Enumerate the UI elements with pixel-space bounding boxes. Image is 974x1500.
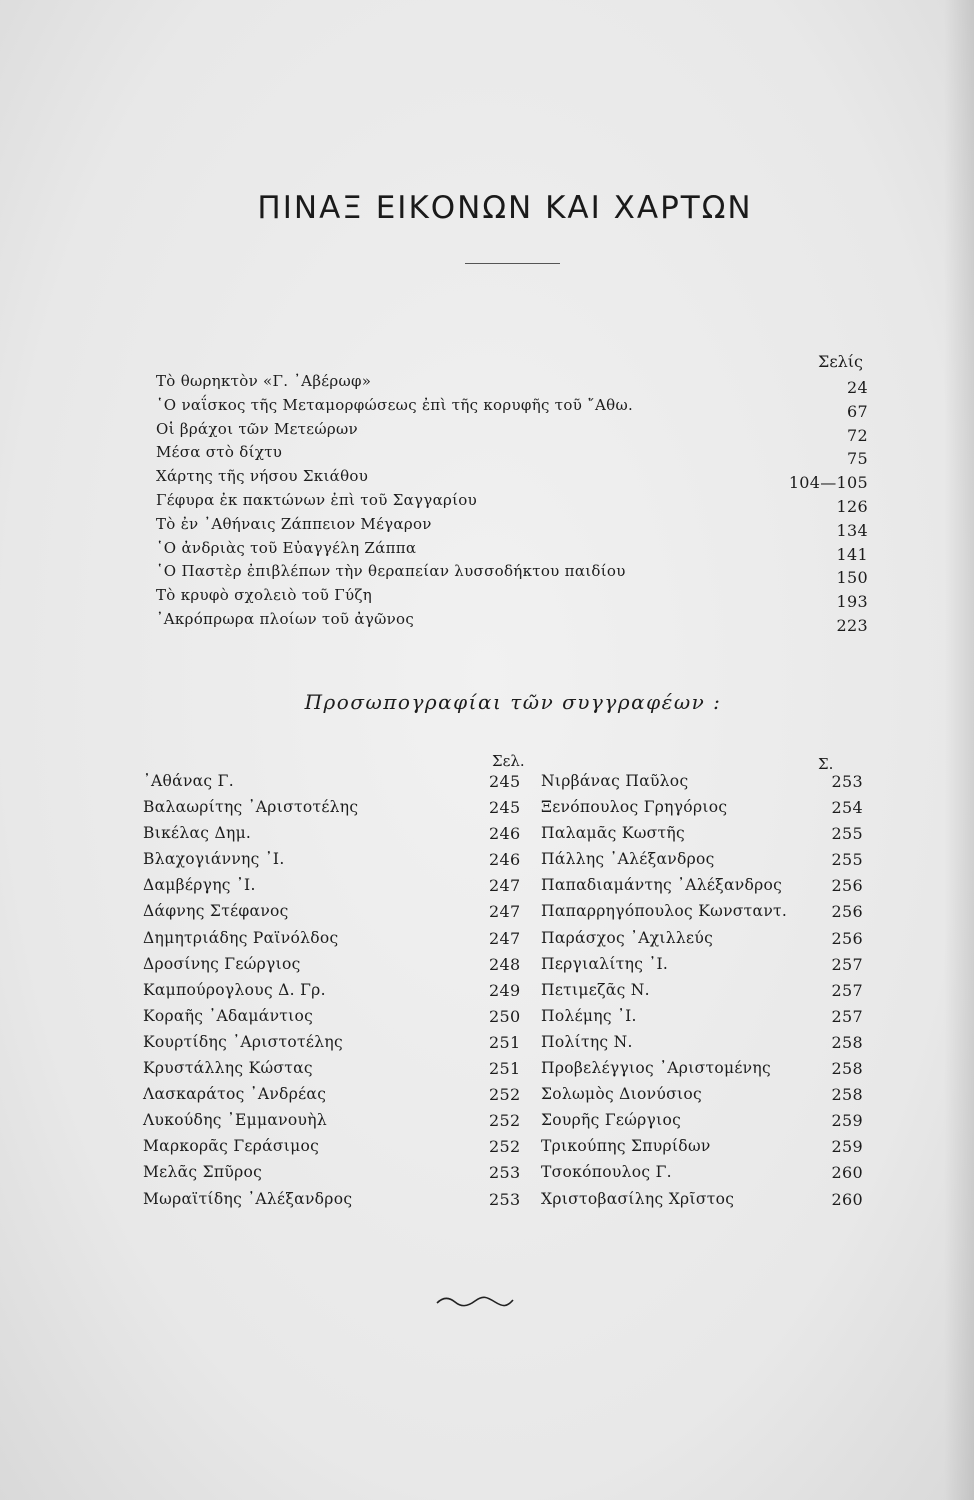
illustration-row xyxy=(156,396,868,420)
author-name-left: Λασκαράτος ᾿Ανδρέας xyxy=(143,1085,327,1104)
author-page-left: 250 xyxy=(489,1006,521,1026)
illustration-row xyxy=(156,420,868,444)
author-name-left: Μαρκορᾶς Γεράσιμος xyxy=(143,1137,320,1156)
illustration-page: 72 xyxy=(847,425,868,445)
pages-column-header: Σελίς xyxy=(818,352,863,371)
author-name-right: Σολωμὸς Διονύσιος xyxy=(541,1085,702,1104)
portraits-right-page-header: Σ. xyxy=(818,755,834,773)
author-name-left: Δημητριάδης Ραϊνόλδος xyxy=(143,928,339,947)
illustration-title: Οἱ βράχοι τῶν Μετεώρων xyxy=(156,419,358,438)
author-name-left: Βικέλας Δημ. xyxy=(143,824,252,843)
illustration-title: Τὸ κρυφὸ σχολειὸ τοῦ Γύζη xyxy=(156,586,373,605)
illustration-page: 67 xyxy=(847,401,868,421)
illustrations-list xyxy=(156,372,868,634)
author-page-left: 248 xyxy=(489,954,521,974)
author-name-left: Δάφνης Στέφανος xyxy=(143,902,289,921)
page-title: ΠΙΝΑΞ ΕΙΚΟΝΩΝ ΚΑΙ ΧΑΡΤΩΝ xyxy=(257,190,753,226)
author-row xyxy=(143,981,863,1007)
author-row xyxy=(143,824,863,850)
author-page-right: 256 xyxy=(831,928,863,948)
author-name-right: Σουρῆς Γεώργιος xyxy=(541,1111,682,1130)
tilde-ornament-icon xyxy=(435,1295,515,1309)
illustration-page: 24 xyxy=(847,378,868,397)
illustration-page: 134 xyxy=(836,520,868,540)
author-name-left: Δροσίνης Γεώργιος xyxy=(143,954,301,973)
author-page-left: 251 xyxy=(489,1059,521,1079)
illustration-row xyxy=(156,491,868,515)
illustration-page: 223 xyxy=(836,615,868,635)
illustration-page: 141 xyxy=(836,544,868,564)
author-row xyxy=(143,955,863,981)
author-page-left: 247 xyxy=(489,876,521,896)
author-page-right: 260 xyxy=(831,1189,863,1209)
author-row xyxy=(143,1190,863,1216)
author-name-left: ᾿Αθάνας Γ. xyxy=(143,772,234,790)
author-page-left: 245 xyxy=(489,772,521,791)
illustration-page: 104—105 xyxy=(788,473,868,493)
author-page-right: 258 xyxy=(831,1085,863,1105)
author-name-right: Πολίτης Ν. xyxy=(541,1032,633,1051)
author-row xyxy=(143,902,863,928)
illustration-title: Τὸ θωρηκτὸν «Γ. ᾿Αβέρωφ» xyxy=(156,372,372,390)
illustration-row xyxy=(156,539,868,563)
author-name-right: Τσοκόπουλος Γ. xyxy=(541,1163,672,1182)
author-page-right: 253 xyxy=(831,772,863,791)
author-page-left: 247 xyxy=(489,902,521,922)
author-name-right: Παλαμᾶς Κωστῆς xyxy=(541,824,685,843)
author-page-right: 255 xyxy=(831,824,863,844)
author-row xyxy=(143,1059,863,1085)
illustration-page: 150 xyxy=(836,568,868,588)
illustration-title: ᾿Ακρόπρωρα πλοίων τοῦ ἀγῶνος xyxy=(156,609,415,628)
portraits-subtitle: Προσωπογραφίαι τῶν συγγραφέων : xyxy=(304,690,722,714)
author-name-right: Παράσχος ᾿Αχιλλεύς xyxy=(541,928,714,947)
illustration-row xyxy=(156,586,868,610)
illustration-row xyxy=(156,467,868,491)
author-name-right: Παπαρρηγόπουλος Κωνσταντ. xyxy=(541,902,788,921)
illustration-title: Γέφυρα ἐκ πακτώνων ἐπὶ τοῦ Σαγγαρίου xyxy=(156,490,478,509)
author-name-left: Μελᾶς Σπῦρος xyxy=(143,1163,263,1182)
illustration-row xyxy=(156,562,868,586)
illustration-title: ῾Ο ἀνδριὰς τοῦ Εὐαγγέλη Ζάππα xyxy=(156,538,417,557)
illustration-row xyxy=(156,610,868,634)
author-name-left: Κρυστάλλης Κώστας xyxy=(143,1059,313,1078)
author-page-left: 252 xyxy=(489,1137,521,1157)
author-name-left: Κουρτίδης ᾿Αριστοτέλης xyxy=(143,1032,343,1051)
author-name-right: Παπαδιαμάντης ᾿Αλέξανδρος xyxy=(541,876,783,895)
author-page-left: 253 xyxy=(489,1163,521,1183)
author-name-left: Βαλαωρίτης ᾿Αριστοτέλης xyxy=(143,798,359,817)
author-name-left: Βλαχογιάννης ᾿Ι. xyxy=(143,850,285,869)
author-name-left: Λυκούδης ᾿Εμμανουὴλ xyxy=(143,1111,327,1130)
illustration-title: ῾Ο Παστὲρ ἐπιβλέπων τὴν θεραπείαν λυσσοδήκτου παιδίου xyxy=(156,562,626,581)
illustration-page: 126 xyxy=(836,496,868,516)
author-row xyxy=(143,876,863,902)
author-page-right: 256 xyxy=(831,902,863,922)
illustration-title: ῾Ο ναΐσκος τῆς Μεταμορφώσεως ἐπὶ τῆς κορυφῆς τοῦ ῎Αθω. xyxy=(156,395,634,414)
author-page-left: 251 xyxy=(489,1032,521,1052)
author-page-left: 247 xyxy=(489,928,521,948)
author-name-left: Καμπούρογλους Δ. Γρ. xyxy=(143,980,326,999)
author-page-right: 257 xyxy=(831,1006,863,1026)
illustration-row xyxy=(156,515,868,539)
title-divider xyxy=(465,263,560,264)
author-page-right: 256 xyxy=(831,876,863,896)
author-row xyxy=(143,1085,863,1111)
author-page-right: 259 xyxy=(831,1137,863,1157)
author-page-right: 254 xyxy=(831,798,863,818)
author-row xyxy=(143,929,863,955)
portraits-left-page-header: Σελ. xyxy=(492,752,525,770)
author-row xyxy=(143,1163,863,1189)
author-page-left: 245 xyxy=(489,798,521,818)
author-name-right: Περγιαλίτης ᾿Ι. xyxy=(541,954,669,973)
illustration-page: 75 xyxy=(847,449,868,469)
author-name-right: Προβελέγγιος ᾿Αριστομένης xyxy=(541,1059,771,1078)
author-name-left: Κοραῆς ᾿Αδαμάντιος xyxy=(143,1006,314,1025)
author-row xyxy=(143,1137,863,1163)
illustration-page: 193 xyxy=(836,592,868,612)
portraits-list xyxy=(143,772,863,1216)
author-row xyxy=(143,1007,863,1033)
author-page-right: 257 xyxy=(831,954,863,974)
author-name-left: Μωραϊτίδης ᾿Αλέξανδρος xyxy=(143,1189,353,1208)
author-page-left: 246 xyxy=(489,850,521,870)
author-name-right: Πάλλης ᾿Αλέξανδρος xyxy=(541,850,715,869)
author-page-left: 246 xyxy=(489,824,521,844)
author-row xyxy=(143,850,863,876)
author-page-left: 252 xyxy=(489,1085,521,1105)
author-name-right: Πολέμης ᾿Ι. xyxy=(541,1006,637,1025)
illustration-row xyxy=(156,443,868,467)
author-name-left: Δαμβέργης ᾿Ι. xyxy=(143,876,256,895)
author-page-right: 257 xyxy=(831,980,863,1000)
author-row xyxy=(143,1033,863,1059)
illustration-title: Τὸ ἐν ᾿Αθήναις Ζάππειον Μέγαρον xyxy=(156,514,432,533)
illustration-title: Μέσα στὸ δίχτυ xyxy=(156,443,283,462)
author-name-right: Πετιμεζᾶς Ν. xyxy=(541,980,650,999)
illustration-title: Χάρτης τῆς νήσου Σκιάθου xyxy=(156,467,369,486)
author-page-right: 259 xyxy=(831,1111,863,1131)
author-name-right: Χριστοβασίλης Χρῖστος xyxy=(541,1189,735,1208)
author-name-right: Νιρβάνας Παῦλος xyxy=(541,772,689,790)
author-row xyxy=(143,1111,863,1137)
author-row xyxy=(143,798,863,824)
author-page-left: 253 xyxy=(489,1189,521,1209)
author-row xyxy=(143,772,863,798)
author-name-right: Τρικούπης Σπυρίδων xyxy=(541,1137,711,1156)
author-page-left: 252 xyxy=(489,1111,521,1131)
author-page-right: 258 xyxy=(831,1059,863,1079)
author-page-right: 260 xyxy=(831,1163,863,1183)
author-page-right: 255 xyxy=(831,850,863,870)
author-name-right: Ξενόπουλος Γρηγόριος xyxy=(541,798,728,817)
author-page-left: 249 xyxy=(489,980,521,1000)
author-page-right: 258 xyxy=(831,1032,863,1052)
illustration-row xyxy=(156,372,868,396)
